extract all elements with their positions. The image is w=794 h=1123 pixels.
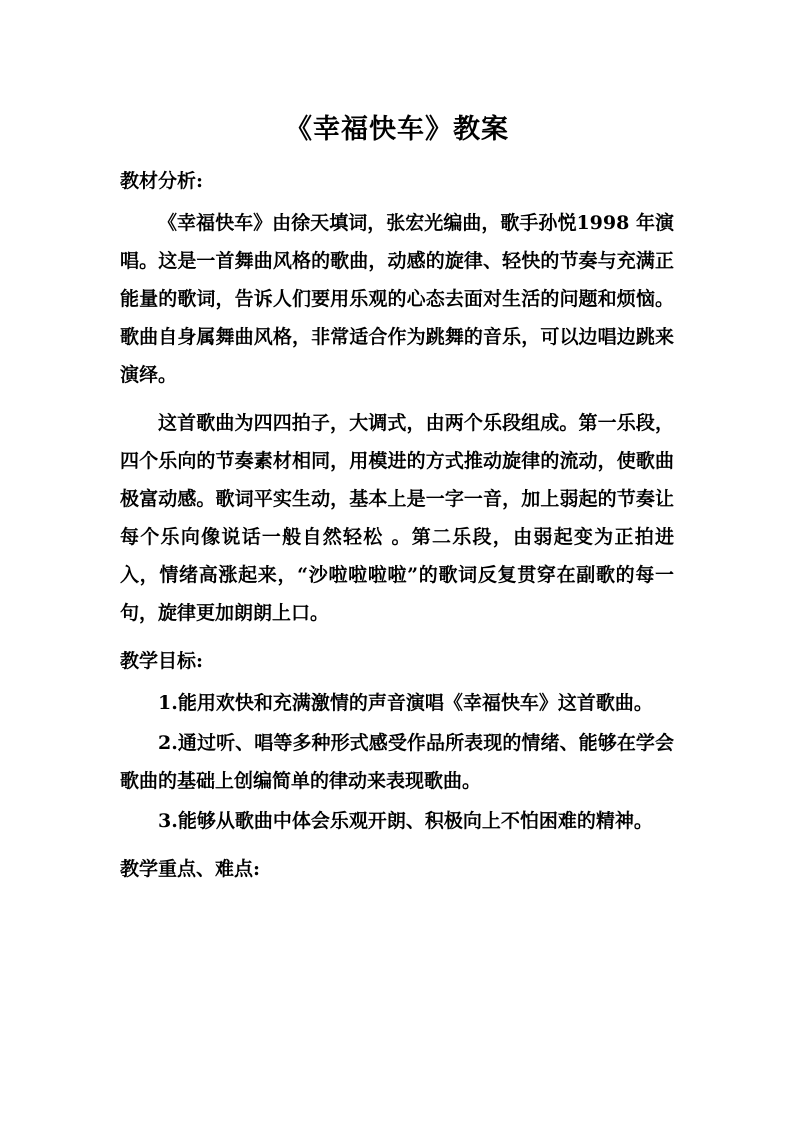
goal-item: 2.通过听、唱等多种形式感受作品所表现的情绪、能够在学会歌曲的基础上创编简单的律动来表现歌曲。 bbox=[120, 732, 674, 792]
document-title: 《幸福快车》教案 bbox=[285, 114, 509, 145]
section-heading-goals: 教学目标: bbox=[120, 650, 204, 672]
analysis-paragraph: 这首歌曲为四四拍子，大调式，由两个乐段组成。第一乐段，四个乐向的节奏素材相同，用模进的方式推动旋律的流动，使歌曲极富动感。歌词平实生动，基本上是一字一音，加上弱起的节奏让每个乐向像说话一般自然轻松 。第二乐段，由弱起变为正拍进入，情绪高涨起来，“沙啦啦啦啦”的歌词反复贯穿在副歌的每一句，旋律更加朗朗上口。 bbox=[120, 412, 674, 624]
section-heading-analysis: 教材分析: bbox=[120, 170, 204, 192]
analysis-paragraph: 《幸福快车》由徐天填词，张宏光编曲，歌手孙悦1998 年演唱。这是一首舞曲风格的歌曲，动感的旋律、轻快的节奏与充满正能量的歌词，告诉人们要用乐观的心态去面对生活的问题和烦恼。歌曲自身属舞曲风格，非常适合作为跳舞的音乐，可以边唱边跳来演绎。 bbox=[120, 212, 674, 386]
goal-item: 3.能够从歌曲中体会乐观开朗、积极向上不怕困难的精神。 bbox=[158, 810, 653, 832]
section-heading-key-points: 教学重点、难点: bbox=[120, 858, 261, 880]
goal-item: 1.能用欢快和充满激情的声音演唱《幸福快车》这首歌曲。 bbox=[158, 692, 653, 714]
